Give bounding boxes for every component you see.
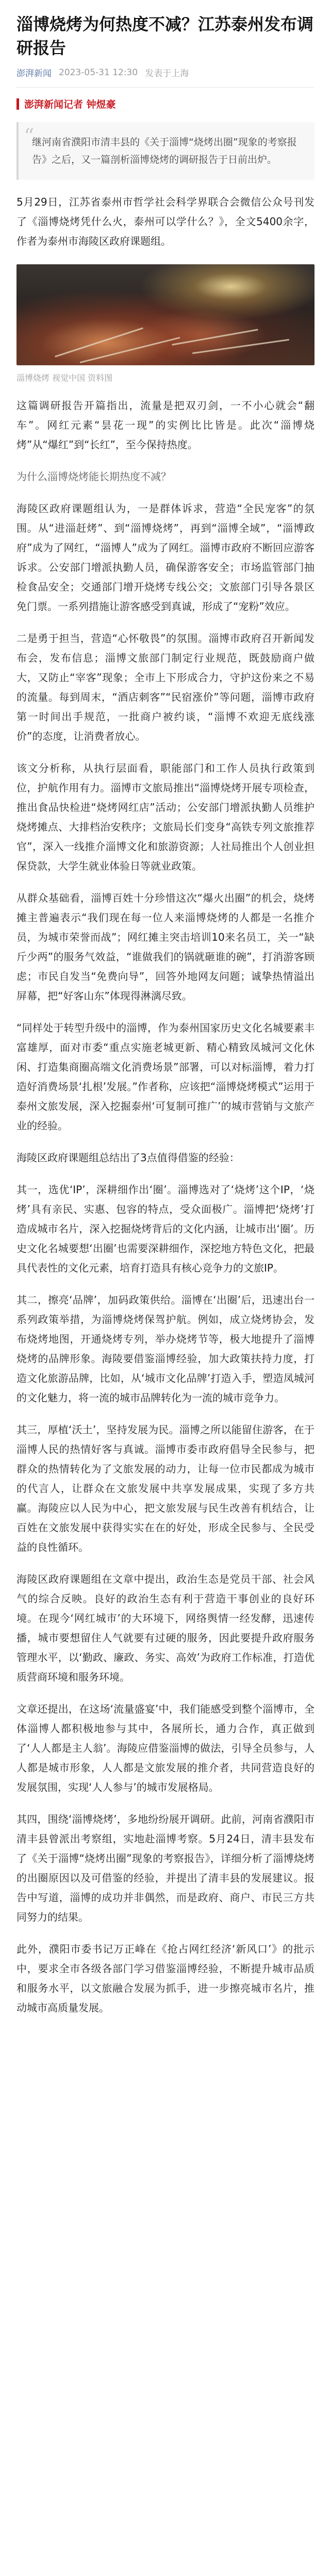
source-name[interactable]: 澎湃新闻	[16, 69, 52, 79]
body-paragraph: 海陵区政府课题组认为，一是群体诉求，营造“全民宠客”的氛围。从“进淄赶烤”、到“淄博烧烤”，再到“淄博全域”，“淄博政府”成为了网红，“淄博人”成为了网红。淄博市政府不断回应游客诉求。公安部门增派执勤人员，确保游客安全；市场监管部门抽检食品安全；交通部门增开烧烤专线公交；文旅部门引导各景区免门票。一系列措施让游客感受到真诚，形成了“宠粉”效应。	[16, 502, 315, 613]
body-paragraph: 这篇调研报告开篇指出，流量是把双刃剑，一不小心就会“翻车”。网红元素“昙花一现”的实例比比皆是。此次“淄博烧烤”从“爆红”到“长红”，至今保持热度。	[16, 399, 315, 451]
summary-box	[16, 122, 315, 180]
body-paragraph: 文章还提出，在这场‘流量盛宴’中，我们能感受到整个淄博市，全体淄博人都积极地参与其中，各展所长，通力合作，真正做到了‘人人都是主人翁’。海陵应借鉴淄博的做法，引导全员参与，人人都是城市形象，人人都是文旅发展的推介者，共同营造良好的发展氛围，实现‘人人参与’的城市发展格局。	[16, 1703, 315, 1793]
body-paragraph: 该文分析称，从执行层面看，职能部门和工作人员执行政策到位，护航作用有力。淄博市文旅局推出“淄博烧烤开展专项检查，推出食品快检进“烧烤网红店”活动；公安部门增派执勤人员维护烧烤摊点、大排档治安秩序；文旅局长们变身“高铁专列文旅推荐官”，深入一线推介淄博文化和旅游资源；人社局推出个人创业担保贷款，大学生就业体验日等就业政策。	[16, 762, 315, 872]
byline-accent-bar	[16, 98, 19, 110]
publish-time: 2023-05-31 12:30	[59, 67, 138, 78]
body-paragraph: 其二，擦亮‘品牌’，加码政策供给。淄博在‘出圈’后，迅速出台一系列政策举措，为淄博烧烤保驾护航。例如，成立烧烤协会，发布烧烤地图，开通烧烤专列，举办烧烤节等，极大地提升了淄博烧烤的品牌形象。海陵要借鉴淄博经验，加大政策扶持力度，打造文化旅游品牌，比如，从‘城市文化品牌’打造入手，塑造凤城河的文化魅力，将一流的城市品牌转化为一流的城市竞争力。	[16, 1294, 315, 1404]
barbecue-photo[interactable]	[16, 264, 315, 365]
body-paragraph: 海陵区政府课题组总结出了3点值得借鉴的经验：	[16, 1151, 240, 1164]
body-paragraph: 其三，厚植‘沃土’，坚持发展为民。淄博之所以能留住游客，在于淄博人民的热情好客与真诚。淄博市委市政府倡导全民参与，把群众的热情转化为了文旅发展的动力，让每一位市民都成为城市的代言人，让群众在文旅发展中共享发展成果，实现了多方共赢。海陵应以人民为中心，把文旅发展与民生改善有机结合，让百姓在文旅发展中获得实实在在的好处，形成全民参与、全民受益的良性循环。	[16, 1423, 315, 1553]
publish-location: 发表于上海	[145, 69, 189, 79]
byline-text: 澎湃新闻记者 钟煜豪	[24, 99, 116, 110]
divider	[16, 87, 315, 88]
photo-caption: 淄博烧烤 视觉中国 资料图	[16, 373, 113, 383]
section-question: 为什么淄博烧烤能长期热度不减？	[16, 470, 171, 483]
skewer-shape	[192, 339, 290, 354]
quote-icon: “	[24, 125, 35, 148]
body-paragraph: 从群众基础看，淄博百姓十分珍惜这次“爆火出圈”的机会，烧烤摊主普遍表示“我们现在每一位人来淄博烧烤的人都是一名推介员，为城市荣誉而战”；网红摊主突击培训10来名员工，关一“缺斤少两”的服务气效益，“谁做我们的锅就砸谁的碗”，打消游客顾虑；市民自发当“免费向导”，回答外地网友问题；诚挚热情溢出屏幕，把“好客山东”体现得淋漓尽致。	[16, 892, 315, 1002]
skewer-shape	[172, 329, 258, 345]
byline	[16, 97, 315, 111]
article-meta	[16, 66, 315, 79]
body-paragraph: 海陵区政府课题组在文章中提出，政治生态是党员干部、社会风气的综合反映。良好的政治生态有利于营造干事创业的良好环境。在现今‘网红城市’的大环境下，网络舆情一经发酵，迅速传播，城市要想留住人气就要有过硬的服务，因此要提升政府服务管理水平，以‘勤政、廉政、务实、高效’为政府工作标准，打造优质营商环境和服务环境。	[16, 1573, 315, 1683]
body-paragraph: 其四，围绕‘淄博烧烤’，多地纷纷展开调研。此前，河南省濮阳市清丰县曾派出考察组，实地赴淄博考察。5月24日，清丰县发布了《关于淄博“烧烤出圈”现象的考察报告》，详细分析了淄博烧烤的出圈原因以及可借鉴的经验，并提出了清丰县的发展建议。报告中写道，淄博的成功并非偶然，而是政府、商户、市民三方共同努力的结果。	[16, 1813, 315, 1923]
body-paragraph: 二是勇于担当，营造“心怀敬畏”的氛围。淄博市政府召开新闻发布会，发布信息；淄博文旅部门制定行业规范，既鼓励商户做大，又防止“宰客”现象；全市上下形成合力，守护这份来之不易的流量。每到周末，“酒店刺客”“民宿涨价”等问题，淄博市政府第一时间出手规范，一批商户被约谈，“淄博不欢迎无底线涨价”的态度，让消费者放心。	[16, 632, 315, 742]
skewer-shape	[80, 337, 180, 363]
summary-text: 继河南省濮阳市清丰县的《关于淄博“烧烤出圈”现象的考察报告》之后，又一篇剖析淄博烧烤的调研报告于日前出炉。	[32, 137, 297, 165]
article-title: 淄博烧烤为何热度不减？江苏泰州发布调研报告	[16, 14, 314, 58]
intro-paragraph: 5月29日，江苏省泰州市哲学社会科学界联合会微信公众号刊发了《淄博烧烤凭什么火，泰州可以学什么？》，全文5400余字，作者为泰州市海陵区政府课题组。	[16, 196, 315, 247]
skewer-shape	[55, 327, 143, 357]
body-paragraph: 其一，选优‘IP’，深耕细作出‘圈’。淄博选对了‘烧烤’这个IP，‘烧烤’具有亲民、实惠、包容的特点，受众面极广。淄博把‘烧烤’打造成城市名片，深入挖掘烧烤背后的文化内涵，让城市出‘圈’。历史文化名城要想‘出圈’也需要深耕细作，深挖地方特色文化，把最具代表性的文化元素，培育打造具有核心竞争力的文旅IP。	[16, 1183, 315, 1274]
body-paragraph: “同样处于转型升级中的淄博，作为泰州国家历史文化名城要素丰富雄厚，面对市委“重点实施老城更新、精心精致凤城河文化休闲、打造集商圈高端文化消费场景”部署，可以对标淄博，着力打造好消费场景‘扎根’发展。”作者称，应该把“淄博烧烤模式”运用于泰州文旅发展，深入挖掘泰州‘可复制可推广’的城市营销与文旅产业的经验。	[16, 1022, 315, 1132]
body-paragraph: 此外，濮阳市委书记万正峰在《抢占网红经济‘新风口’》的批示中，要求全市各级各部门学习借鉴淄博经验，不断提升城市品质和服务水平，以文旅融合发展为抓手，进一步擦亮城市名片，推动城市高质量发展。	[16, 1943, 315, 2014]
